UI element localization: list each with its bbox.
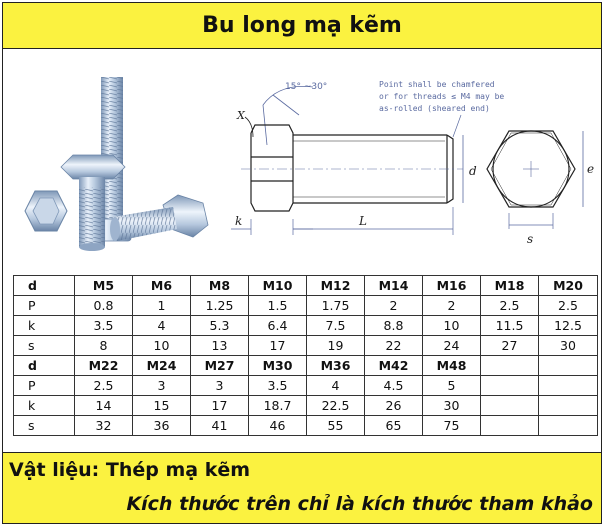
table-cell [481, 416, 539, 436]
table-cell: 4 [133, 316, 191, 336]
table-row [14, 416, 598, 436]
k-label: k [235, 214, 243, 228]
table-cell: 5.3 [191, 316, 249, 336]
page-title: Bu long mạ kẽm [202, 13, 402, 38]
table-cell: 13 [191, 336, 249, 356]
spec-sheet [2, 2, 602, 524]
material-banner [3, 452, 601, 523]
row-header-cell: s [14, 416, 75, 436]
table-cell: 5 [423, 376, 481, 396]
row-header-cell: k [14, 316, 75, 336]
bolt-hex-head [25, 191, 67, 231]
table-row [14, 396, 598, 416]
row-header-cell: P [14, 376, 75, 396]
title-banner [3, 3, 601, 49]
table-cell: 1.25 [191, 296, 249, 316]
table-cell: 10 [133, 336, 191, 356]
row-header-cell: P [14, 296, 75, 316]
table-cell: M6 [133, 276, 191, 296]
table-row [14, 296, 598, 316]
technical-drawing [227, 53, 599, 263]
table-cell: M10 [249, 276, 307, 296]
L-label: L [359, 214, 367, 228]
reference-note: Kích thước trên chỉ là kích thước tham khảo [126, 493, 593, 515]
table-cell: M8 [191, 276, 249, 296]
table-cell: M20 [539, 276, 598, 296]
table-cell: 1 [133, 296, 191, 316]
table-cell: 36 [133, 416, 191, 436]
table-row [14, 316, 598, 336]
table-cell: 4 [307, 376, 365, 396]
table-cell [539, 356, 598, 376]
table-cell: 30 [539, 336, 598, 356]
table-cell: 55 [307, 416, 365, 436]
table-cell [481, 396, 539, 416]
table-row [14, 336, 598, 356]
table-row [14, 276, 598, 296]
spec-table [13, 275, 598, 436]
table-cell: M18 [481, 276, 539, 296]
table-cell: 1.5 [249, 296, 307, 316]
table-cell: 18.7 [249, 396, 307, 416]
bolt-lying [110, 195, 208, 241]
table-cell: 2 [365, 296, 423, 316]
table-cell: 24 [423, 336, 481, 356]
table-cell [539, 396, 598, 416]
s-label: s [527, 232, 534, 246]
table-cell: 3 [133, 376, 191, 396]
table-cell: 65 [365, 416, 423, 436]
table-cell: 8.8 [365, 316, 423, 336]
table-cell: 11.5 [481, 316, 539, 336]
e-label: e [587, 162, 595, 176]
table-cell: 3.5 [249, 376, 307, 396]
table-cell: M48 [423, 356, 481, 376]
table-cell: 41 [191, 416, 249, 436]
table-cell: M22 [75, 356, 133, 376]
image-row [3, 49, 601, 271]
table-cell [481, 376, 539, 396]
table-cell: M24 [133, 356, 191, 376]
table-cell: 26 [365, 396, 423, 416]
row-header-cell: d [14, 276, 75, 296]
table-cell: 17 [249, 336, 307, 356]
d-label: d [469, 164, 477, 178]
table-cell: 32 [75, 416, 133, 436]
table-cell: 46 [249, 416, 307, 436]
table-cell [481, 356, 539, 376]
table-cell: M36 [307, 356, 365, 376]
table-cell: 2.5 [481, 296, 539, 316]
table-row [14, 356, 598, 376]
table-cell: 8 [75, 336, 133, 356]
table-cell: 1.75 [307, 296, 365, 316]
table-row [14, 376, 598, 396]
table-cell: M16 [423, 276, 481, 296]
table-cell: 2 [423, 296, 481, 316]
table-cell: 12.5 [539, 316, 598, 336]
angle-label: 15° ~30° [285, 82, 328, 92]
table-cell: 27 [481, 336, 539, 356]
table-cell: 2.5 [75, 376, 133, 396]
bolt-side-view [251, 125, 453, 211]
table-cell: 30 [423, 396, 481, 416]
row-header-cell: d [14, 356, 75, 376]
table-cell: 22 [365, 336, 423, 356]
table-cell: 6.4 [249, 316, 307, 336]
table-cell: 15 [133, 396, 191, 416]
table-cell: 7.5 [307, 316, 365, 336]
table-cell: 3 [191, 376, 249, 396]
table-cell: 4.5 [365, 376, 423, 396]
table-cell: M42 [365, 356, 423, 376]
table-cell: M5 [75, 276, 133, 296]
chamfer-note [379, 80, 504, 113]
table-cell: 3.5 [75, 316, 133, 336]
note-line-3: as-rolled (sheared end) [379, 104, 490, 113]
table-cell: 2.5 [539, 296, 598, 316]
note-line-2: or for threads ≤ M4 may be [379, 92, 505, 101]
table-cell: 75 [423, 416, 481, 436]
table-cell [539, 416, 598, 436]
table-cell: 22.5 [307, 396, 365, 416]
table-cell: 17 [191, 396, 249, 416]
table-cell: M27 [191, 356, 249, 376]
table-cell: M14 [365, 276, 423, 296]
table-cell: 14 [75, 396, 133, 416]
table-cell [539, 376, 598, 396]
row-header-cell: s [14, 336, 75, 356]
hex-end-view [487, 131, 575, 207]
table-cell: M12 [307, 276, 365, 296]
material-label: Vật liệu: Thép mạ kẽm [9, 459, 251, 481]
table-cell: 10 [423, 316, 481, 336]
note-line-1: Point shall be chamfered [379, 80, 495, 89]
table-cell: 0.8 [75, 296, 133, 316]
table-cell: M30 [249, 356, 307, 376]
bolt-photo [13, 57, 223, 257]
row-header-cell: k [14, 396, 75, 416]
x-label: X [237, 109, 245, 122]
table-cell: 19 [307, 336, 365, 356]
